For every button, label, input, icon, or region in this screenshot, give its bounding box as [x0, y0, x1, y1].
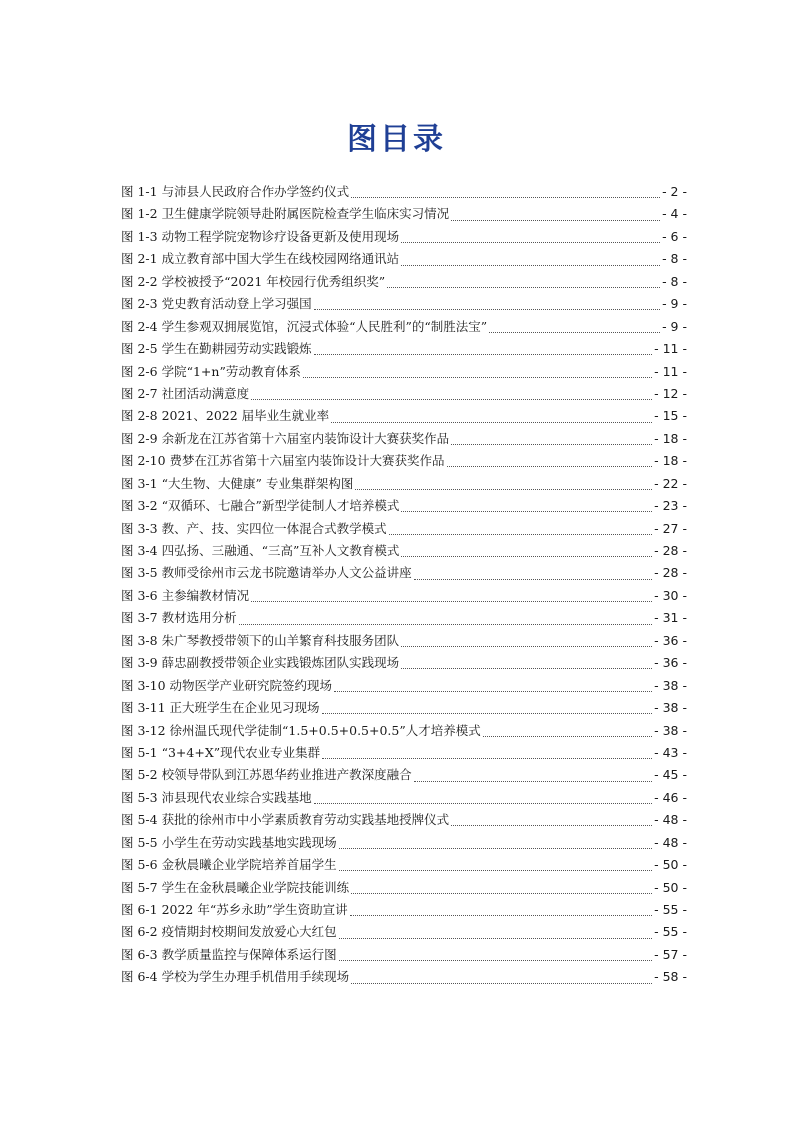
figure-entry-page-number: - 46 -: [654, 789, 687, 805]
figure-list-entry[interactable]: [121, 518, 687, 540]
dot-leader: [239, 623, 653, 625]
dot-leader: [414, 578, 653, 580]
figure-list-entry[interactable]: [121, 428, 687, 450]
figure-entry-page-number: - 50 -: [654, 879, 687, 895]
dot-leader: [339, 847, 653, 849]
figure-entry-label: 图 6-2 疫情期封校期间发放爱心大红包: [121, 924, 337, 940]
figure-entry-label: 图 6-3 教学质量监控与保障体系运行图: [121, 946, 337, 962]
figure-list-entry[interactable]: [121, 966, 687, 988]
page-title: 图目录: [347, 122, 446, 157]
dot-leader: [447, 465, 653, 467]
dot-leader: [303, 376, 652, 378]
figure-entry-page-number: - 57 -: [654, 946, 687, 962]
figure-entry-label: 图 3-6 主参编教材情况: [121, 587, 250, 603]
dot-leader: [339, 959, 653, 961]
figure-entry-page-number: - 50 -: [654, 857, 687, 873]
dot-leader: [401, 555, 652, 557]
figure-entry-page-number: - 55 -: [654, 902, 687, 917]
dot-leader: [351, 982, 652, 984]
figure-entry-page-number: - 38 -: [654, 722, 687, 738]
figure-list-entry[interactable]: [121, 316, 687, 338]
figure-list-entry[interactable]: [121, 383, 687, 405]
figure-entry-page-number: - 18 -: [654, 453, 687, 469]
figure-list-entry[interactable]: [121, 226, 687, 248]
figure-list-entry[interactable]: [121, 450, 687, 472]
figure-entry-label: 图 2-2 学校被授予“2021 年校园行优秀组织奖”: [121, 273, 386, 289]
figure-list-entry[interactable]: [121, 697, 687, 719]
figure-entry-label: 图 1-3 动物工程学院宠物诊疗设备更新及使用现场: [121, 228, 400, 244]
figure-entry-label: 图 2-5 学生在勤耕园劳动实践锻炼: [121, 341, 312, 357]
figure-list-entry[interactable]: [121, 405, 687, 427]
dot-leader: [387, 286, 660, 288]
figure-entry-page-number: - 15 -: [654, 408, 687, 424]
figure-list-entry[interactable]: [121, 832, 687, 854]
figure-entry-label: 图 5-1 “3+4+X”现代农业专业集群: [121, 744, 321, 760]
figure-entry-page-number: - 58 -: [654, 969, 687, 985]
figure-entry-label: 图 2-6 学院“1+n”劳动教育体系: [121, 363, 301, 379]
figure-entry-label: 图 1-2 卫生健康学院领导赴附属医院检查学生临床实习情况: [121, 206, 450, 222]
figure-list-entry[interactable]: [121, 809, 687, 831]
figure-entry-label: 图 3-1 “大生物、大健康” 专业集群架构图: [121, 475, 354, 491]
figure-entry-label: 图 3-8 朱广琴教授带领下的山羊繁育科技服务团队: [121, 632, 400, 648]
figure-entry-page-number: - 55 -: [654, 924, 687, 940]
figure-list-entry[interactable]: [121, 764, 687, 786]
figure-list-entry[interactable]: [121, 271, 687, 293]
figure-entry-label: 图 3-12 徐州温氏现代学徒制“1.5+0.5+0.5+0.5”人才培养模式: [121, 722, 481, 738]
figure-entry-page-number: - 45 -: [654, 767, 687, 783]
figure-entry-label: 图 5-5 小学生在劳动实践基地实践现场: [121, 834, 337, 850]
dot-leader: [355, 488, 652, 490]
figure-entry-label: 图 2-3 党史教育活动登上学习强国: [121, 296, 312, 312]
dot-leader: [401, 510, 652, 512]
figure-entry-page-number: - 18 -: [654, 430, 687, 446]
figure-entry-label: 图 3-10 动物医学产业研究院签约现场: [121, 677, 333, 693]
figure-list-entry[interactable]: [121, 562, 687, 584]
figure-entry-page-number: - 27 -: [654, 520, 687, 536]
figure-list-entry[interactable]: [121, 338, 687, 360]
figure-entry-page-number: - 36 -: [654, 655, 687, 671]
figure-entry-page-number: - 48 -: [654, 812, 687, 828]
figure-list-entry[interactable]: [121, 944, 687, 966]
figure-entry-label: 图 5-6 金秋晨曦企业学院培养首届学生: [121, 857, 337, 873]
dot-leader: [314, 353, 653, 355]
figure-entry-label: 图 2-10 费梦在江苏省第十六届室内装饰设计大赛获奖作品: [121, 453, 445, 469]
figure-entry-label: 图 3-2 “双循环、七融合”新型学徒制人才培养模式: [121, 498, 400, 514]
figure-entry-label: 图 2-7 社团活动满意度: [121, 385, 250, 401]
figure-entry-page-number: - 28 -: [654, 565, 687, 581]
figure-entry-label: 图 2-1 成立教育部中国大学生在线校园网络通讯站: [121, 251, 400, 267]
figure-entry-page-number: - 48 -: [654, 834, 687, 850]
figure-entry-page-number: - 38 -: [654, 700, 687, 716]
figure-list-entry[interactable]: [121, 293, 687, 315]
dot-leader: [322, 757, 652, 759]
figure-entry-page-number: - 43 -: [654, 744, 687, 760]
dot-leader: [314, 308, 661, 310]
figure-list-entry[interactable]: [121, 495, 687, 517]
figure-entry-page-number: - 38 -: [654, 677, 687, 693]
figure-list-entry[interactable]: [121, 652, 687, 674]
figure-entry-label: 图 5-4 获批的徐州市中小学素质教育劳动实践基地授牌仪式: [121, 812, 450, 828]
figure-list-entry[interactable]: [121, 854, 687, 876]
figure-entry-label: 图 6-1 2022 年“苏乡永助”学生资助宣讲: [121, 902, 348, 917]
figure-entry-page-number: - 8 -: [662, 251, 687, 267]
dot-leader: [351, 196, 660, 198]
figure-list-entry[interactable]: [121, 675, 687, 697]
figure-entry-label: 图 5-7 学生在金秋晨曦企业学院技能训练: [121, 879, 350, 895]
figure-list-entry[interactable]: [121, 473, 687, 495]
figure-entry-page-number: - 8 -: [662, 273, 687, 289]
dot-leader: [339, 937, 653, 939]
figure-list-entry[interactable]: [121, 361, 687, 383]
dot-leader: [451, 219, 660, 221]
figure-list-entry[interactable]: [121, 720, 687, 742]
figure-entry-page-number: - 2 -: [662, 184, 687, 199]
figure-entry-label: 图 6-4 学校为学生办理手机借用手续现场: [121, 969, 350, 985]
dot-leader: [401, 264, 660, 266]
figure-entry-label: 图 2-9 余新龙在江苏省第十六届室内装饰设计大赛获奖作品: [121, 430, 450, 446]
figure-list-entry[interactable]: [121, 248, 687, 270]
figure-entry-page-number: - 9 -: [662, 296, 687, 312]
dot-leader: [451, 824, 652, 826]
figure-entry-page-number: - 12 -: [654, 385, 687, 401]
figure-entry-label: 图 1-1 与沛县人民政府合作办学签约仪式: [121, 184, 350, 199]
figure-list-entry[interactable]: [121, 181, 687, 203]
dot-leader: [483, 735, 652, 737]
figure-entry-page-number: - 4 -: [662, 206, 687, 222]
figure-entry-page-number: - 30 -: [654, 587, 687, 603]
dot-leader: [389, 533, 653, 535]
dot-leader: [451, 443, 652, 445]
figure-list: [121, 181, 687, 989]
figure-list-entry[interactable]: [121, 742, 687, 764]
figure-list-entry[interactable]: [121, 585, 687, 607]
figure-entry-label: 图 3-3 教、产、技、实四位一体混合式教学模式: [121, 520, 387, 536]
figure-entry-label: 图 3-11 正大班学生在企业见习现场: [121, 700, 320, 716]
dot-leader: [401, 645, 652, 647]
figure-entry-page-number: - 22 -: [654, 475, 687, 491]
figure-entry-page-number: - 28 -: [654, 543, 687, 558]
figure-entry-page-number: - 11 -: [654, 341, 687, 357]
figure-entry-page-number: - 6 -: [662, 228, 687, 244]
figure-entry-label: 图 3-4 四弘扬、三融通、“三高”互补人文教育模式: [121, 543, 400, 558]
figure-list-entry[interactable]: [121, 877, 687, 899]
dot-leader: [401, 667, 652, 669]
dot-leader: [350, 914, 652, 916]
figure-list-entry[interactable]: [121, 203, 687, 225]
figure-list-entry[interactable]: [121, 787, 687, 809]
dot-leader: [314, 802, 653, 804]
figure-entry-label: 图 5-3 沛县现代农业综合实践基地: [121, 789, 312, 805]
figure-list-entry[interactable]: [121, 630, 687, 652]
dot-leader: [331, 421, 652, 423]
figure-list-entry[interactable]: [121, 540, 687, 562]
dot-leader: [251, 600, 652, 602]
figure-entry-page-number: - 23 -: [654, 498, 687, 514]
figure-entry-label: 图 3-9 薛忠副教授带领企业实践锻炼团队实践现场: [121, 655, 400, 671]
dot-leader: [339, 869, 653, 871]
figure-entry-label: 图 3-7 教材选用分析: [121, 610, 237, 626]
figure-entry-label: 图 2-4 学生参观双拥展览馆，沉浸式体验“人民胜利”的“制胜法宝”: [121, 318, 488, 334]
figure-entry-label: 图 2-8 2021、2022 届毕业生就业率: [121, 408, 330, 424]
dot-leader: [489, 331, 660, 333]
figure-entry-label: 图 5-2 校领导带队到江苏恩华药业推进产教深度融合: [121, 767, 412, 783]
dot-leader: [251, 398, 652, 400]
figure-list-entry[interactable]: [121, 899, 687, 921]
dot-leader: [351, 892, 652, 894]
figure-list-entry[interactable]: [121, 921, 687, 943]
figure-entry-page-number: - 11 -: [654, 363, 687, 379]
figure-entry-page-number: - 9 -: [662, 318, 687, 334]
figure-entry-page-number: - 36 -: [654, 632, 687, 648]
figure-entry-page-number: - 31 -: [654, 610, 687, 626]
figure-entry-label: 图 3-5 教师受徐州市云龙书院邀请举办人文公益讲座: [121, 565, 412, 581]
figure-list-entry[interactable]: [121, 607, 687, 629]
dot-leader: [414, 780, 653, 782]
dot-leader: [322, 712, 653, 714]
dot-leader: [334, 690, 652, 692]
dot-leader: [401, 241, 660, 243]
